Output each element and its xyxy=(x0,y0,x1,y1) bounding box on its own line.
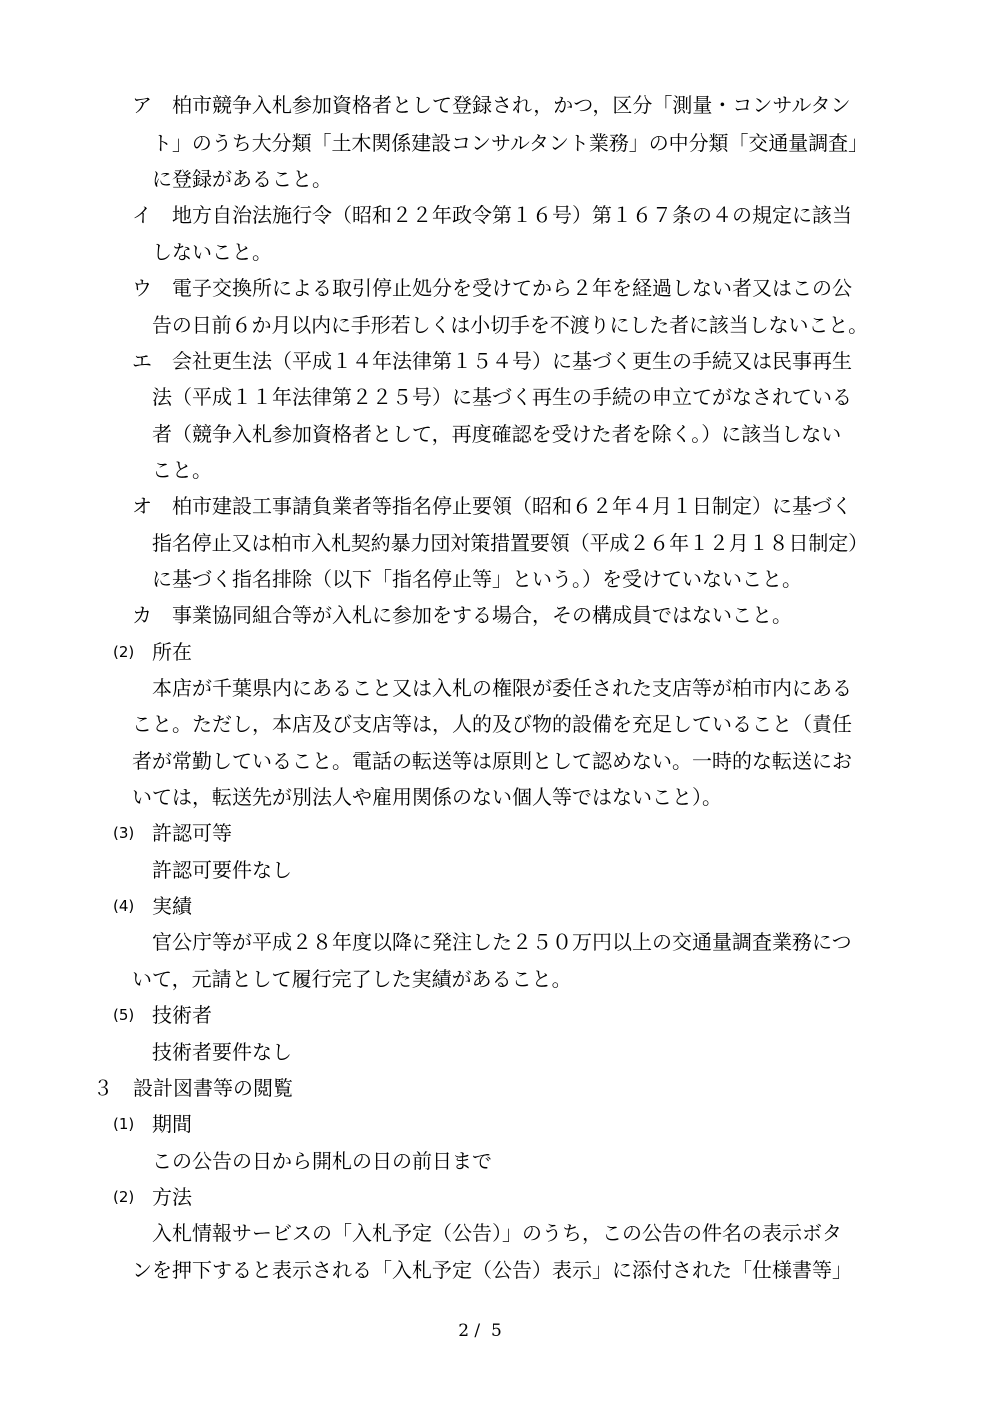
text-line: こと。 xyxy=(152,458,212,482)
text-line: 官公庁等が平成２８年度以降に発注した２５０万円以上の交通量調査業務につ xyxy=(152,930,852,954)
text-line: に基づく指名排除（以下「指名停止等」という。）を受けていないこと。 xyxy=(152,567,802,591)
section-heading: 許認可等 xyxy=(152,821,232,845)
text-line: いては，転送先が別法人や雇用関係のない個人等ではないこと）。 xyxy=(132,785,722,809)
text-line: に登録があること。 xyxy=(152,167,332,191)
section-heading: 技術者 xyxy=(152,1003,212,1027)
text-line: 指名停止又は柏市入札契約暴力団対策措置要領（平成２６年１２月１８日制定） xyxy=(152,531,869,555)
item-number: (3) xyxy=(113,824,135,842)
text-line: 者（競争入札参加資格者として，再度確認を受けた者を除く。）に該当しない xyxy=(152,422,842,446)
text-line: イ 地方自治法施行令（昭和２２年政令第１６号）第１６７条の４の規定に該当 xyxy=(132,203,852,227)
text-line: この公告の日から開札の日の前日まで xyxy=(152,1149,492,1173)
text-line: オ 柏市建設工事請負業者等指名停止要領（昭和６２年４月１日制定）に基づく xyxy=(132,494,852,518)
item-number: (2) xyxy=(113,643,135,661)
text-line: 告の日前６か月以内に手形若しくは小切手を不渡りにした者に該当しないこと。 xyxy=(152,313,869,337)
main-section-heading: ３ 設計図書等の閲覧 xyxy=(93,1076,293,1100)
text-line: カ 事業協同組合等が入札に参加をする場合，その構成員ではないこと。 xyxy=(132,603,792,627)
item-number: (2) xyxy=(113,1188,135,1206)
text-line: ンを押下すると表示される「入札予定（公告）表示」に添付された「仕様書等」 xyxy=(132,1258,852,1282)
text-line: ウ 電子交換所による取引停止処分を受けてから２年を経過しない者又はこの公 xyxy=(132,276,852,300)
text-line: しないこと。 xyxy=(152,240,272,264)
text-line: 法（平成１１年法律第２２５号）に基づく再生の手続の申立てがなされている xyxy=(152,385,852,409)
text-line: 許認可要件なし xyxy=(152,858,292,882)
section-heading: 期間 xyxy=(152,1112,192,1136)
text-line: こと。ただし，本店及び支店等は，人的及び物的設備を充足していること（責任 xyxy=(132,712,852,736)
text-line: 入札情報サービスの「入札予定（公告）」のうち，この公告の件名の表示ボタ xyxy=(152,1221,842,1245)
item-number: (1) xyxy=(113,1115,135,1133)
section-heading: 所在 xyxy=(152,640,192,664)
section-heading: 実績 xyxy=(152,894,192,918)
text-line: 技術者要件なし xyxy=(152,1040,292,1064)
page-number: 2 / 5 xyxy=(458,1321,502,1341)
text-line: ア 柏市競争入札参加資格者として登録され，かつ，区分「測量・コンサルタン xyxy=(132,93,851,117)
item-number: (4) xyxy=(113,897,135,915)
text-line: いて，元請として履行完了した実績があること。 xyxy=(132,967,572,991)
item-number: (5) xyxy=(113,1006,135,1024)
text-line: 本店が千葉県内にあること又は入札の権限が委任された支店等が柏市内にある xyxy=(152,676,852,700)
text-line: ト」のうち大分類「土木関係建設コンサルタント業務」の中分類「交通量調査」 xyxy=(152,131,869,155)
section-heading: 方法 xyxy=(152,1185,192,1209)
text-line: 者が常勤していること。電話の転送等は原則として認めない。一時的な転送にお xyxy=(132,749,852,773)
text-line: エ 会社更生法（平成１４年法律第１５４号）に基づく更生の手続又は民事再生 xyxy=(132,349,852,373)
